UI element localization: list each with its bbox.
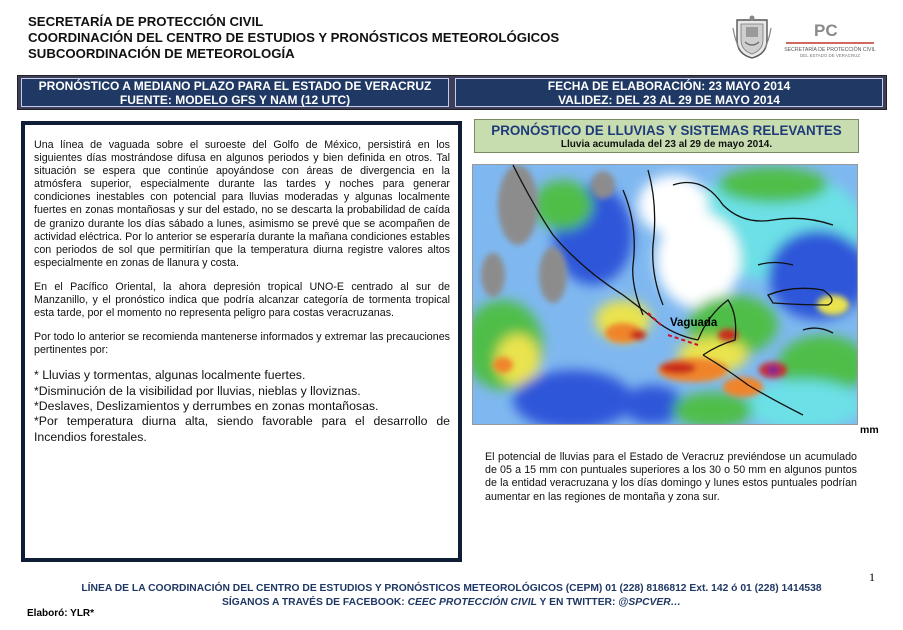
header-line-coordinacion: COORDINACIÓN DEL CENTRO DE ESTUDIOS Y PRONÓSTICOS METEOROLÓGICOS: [28, 30, 560, 45]
forecast-paragraph-recommendation: Por todo lo anterior se recomienda mantenerse informados y extremar las precauciones pertinentes por:: [34, 331, 450, 357]
header-line-secretaria: SECRETARÍA DE PROTECCIÓN CIVIL: [28, 14, 264, 29]
proteccion-civil-logo: [780, 14, 880, 64]
facebook-link[interactable]: CEEC PROTECCIÓN CIVIL: [407, 597, 537, 608]
footer-social-middle: Y EN TWITTER:: [536, 597, 619, 608]
map-subtitle: Lluvia acumulada del 23 al 29 de mayo 2014.: [560, 139, 773, 150]
elaboration-date: FECHA DE ELABORACIÓN: 23 MAYO 2014: [547, 79, 791, 93]
precaution-item: * Lluvias y tormentas, algunas localmente fuertes.: [34, 368, 306, 383]
rain-potential-text: El potencial de lluvias para el Estado de Veracruz previéndose un acumulado de 05 a 15 mm con puntuales superiores a los 30 o 50 mm en algunos puntos de la entidad veracruzana y los días domingo y lunes estos puntuales podrían aumentar en las regiones de montaña y zona sur.: [485, 451, 857, 503]
author-credit: Elaboró: YLR*: [27, 608, 95, 619]
pc-logo-caption2: DEL ESTADO DE VERACRUZ: [799, 53, 861, 58]
document-header: [28, 14, 728, 62]
forecast-paragraph-trough: Una línea de vaguada sobre el suroeste del Golfo de México, persistirá en los siguientes días mostrándose difusa en algunos periodos y bien definida en otros. Tal situación se espera que continúe apoyándose con áreas de divergencia en la atmósfera superior, especialmente durante las tardes y noches para generar condiciones inestables con potencial para lluvias moderadas y algunas localmente fuertes en zonas montañosas y sur del estado, no se descarta la probabilidad de caída de granizo durante los días sábado a lunes, asimismo se prevé que se acompañen de actividad eléctrica. Por lo anterior se esperaría durante la mañana condiciones estables con periodos de sol que permitirían que la temperatura diurna registre valores altos especialmente en zonas de llanura y costa.: [34, 139, 450, 269]
page-number: 1: [869, 570, 875, 584]
veracruz-seal-logo: [731, 14, 773, 60]
model-source: FUENTE: MODELO GFS Y NAM (12 UTC): [119, 92, 351, 107]
footer-contact-line: LÍNEA DE LA COORDINACIÓN DEL CENTRO DE ESTUDIOS Y PRONÓSTICOS METEOROLÓGICOS (CEPM) 01 (228) 8186812 Ext. 142 ó 01 (228) 1414538: [81, 583, 822, 594]
precaution-item: *Disminución de la visibilidad por lluvias, nieblas y lloviznas.: [34, 383, 361, 398]
footer-social-line: [0, 596, 903, 610]
date-validity-box: [455, 78, 883, 107]
forecast-source-box: [21, 78, 449, 107]
footer-social-prefix: SÍGANOS A TRAVÉS DE FACEBOOK:: [222, 597, 408, 608]
validity-range: VALIDEZ: DEL 23 AL 29 DE MAYO 2014: [558, 92, 780, 107]
pc-logo-graphic: [780, 14, 880, 64]
twitter-link[interactable]: @SPCVER…: [618, 597, 681, 608]
precaution-item: *Por temperatura diurna alta, siendo favorable para el desarrollo de Incendios forestales.: [34, 414, 450, 444]
pc-logo-letters: PC: [814, 21, 838, 40]
map-title: PRONÓSTICO DE LLUVIAS Y SISTEMAS RELEVANTES: [491, 123, 842, 138]
rainfall-map: [472, 164, 858, 425]
footer: [0, 582, 903, 610]
map-unit-label: mm: [860, 424, 879, 436]
rainfall-map-graphic: [473, 165, 858, 425]
info-banner: [17, 75, 887, 110]
forecast-title: PRONÓSTICO A MEDIANO PLAZO PARA EL ESTADO DE VERACRUZ: [38, 79, 432, 93]
forecast-paragraph-pacific: En el Pacífico Oriental, la ahora depresión tropical UNO-E centrado al sur de Manzanillo, y el pronóstico indica que podría alcanzar categoría de tormenta tropical esta tarde, por el momento no representa peligro para costas veracruzanas.: [34, 280, 450, 320]
forecast-text-panel: [21, 121, 462, 562]
precaution-item: *Deslaves, Deslizamientos y derrumbes en zonas montañosas.: [34, 399, 379, 413]
precaution-list: [34, 368, 450, 444]
pc-logo-caption1: SECRETARÍA DE PROTECCIÓN CIVIL: [784, 47, 876, 53]
map-title-box: [474, 119, 859, 153]
header-line-subcoordinacion: SUBCOORDINACIÓN DE METEOROLOGÍA: [28, 46, 295, 61]
trough-label: Vaguada: [670, 317, 718, 329]
